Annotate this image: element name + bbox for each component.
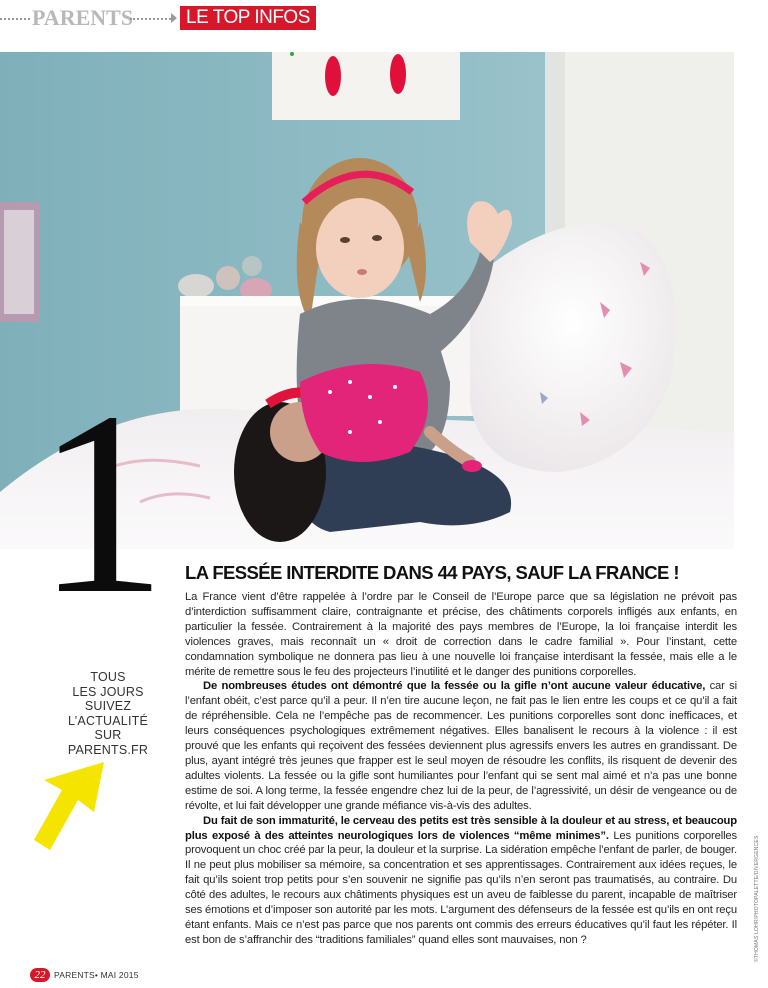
section-title: PARENTS <box>32 5 134 30</box>
dotted-rule-left <box>0 18 30 20</box>
website-promo <box>62 670 154 758</box>
promo-url: PARENTS.FR <box>67 742 149 757</box>
article-number: 1 <box>36 358 167 648</box>
promo-line: TOUS <box>90 670 126 684</box>
page-number: 22 <box>30 968 50 982</box>
rubric-tag: LE TOP INFOS <box>180 6 316 30</box>
paragraph-2-lead: De nombreuses études ont démontré que la fessée ou la gifle n’ont aucune valeur éducative, <box>203 680 706 693</box>
article-paragraph-1: La France vient d’être rappelée à l’ordre par le Conseil de l’Europe parce que sa législation ne prévoit pas d’interdiction suffisamment claire, contraignante et précise, des châtiments corporels infligés aux enfants, en particulier la fessée. Contrairement à la majorité des pays membres de l’Europe, la loi française interdit les violences graves, mais reconnaît un « droit de correction dans le cadre familial ». Pour l’instant, cette condamnation symbolique ne donnera pas lieu à une nouvelle loi française interdisant la fessée, mais elle a le mérite de remettre sous le feu des projecteurs l’inutilité et le danger des punitions corporelles. <box>185 591 737 678</box>
dotted-rule-middle <box>130 18 174 20</box>
article-paragraph-2 <box>185 679 737 813</box>
paragraph-2-text: car si l’enfant obéit, c’est parce qu’il a peur. Il n’en tire aucune leçon, ne fait pas le lien entre les coups et ce qu’il a fait de répréhensible. Cela ne l’empêche pas de recommencer. Les punitions corporelles sont donc inefficaces, et leurs conséquences psychologiques extrêmement négatives. Elles banalisent le recours à la violence : il est prouvé que les enfants qui reçoivent des fessées deviennent plus agressifs envers les autres en grandissant. De plus, ayant intégré très jeunes que frapper est le seul moyen de résoudre les conflits, ils risquent de devenir des adultes violents. La fessée ou la gifle sont humiliantes pour l’enfant qui se sent mal aimé et n’a pas une bonne estime de soi. A long terme, la fessée engendre chez lui de la peur, de l’agressivité, un désir de vengeance ou de révolte, et lui fait développer une grande méfiance vis-à-vis des adultes. <box>185 680 737 812</box>
promo-line: L’ACTUALITÉ <box>67 713 148 728</box>
article-paragraph-3 <box>185 814 737 948</box>
paragraph-3-text: Les punitions corporelles provoquent un choc créé par la peur, la douleur et la surprise. La sidération empêche l’enfant de parler, de bouger. Il ne peut plus mobiliser sa mémoire, sa concentration et ses apprentissages. Contrairement aux idées reçues, le fait qu’ils soient trop petits pour s’en souvenir ne signifie pas qu’ils n’en seront pas traumatisés, au contraire. Du côté des adultes, le recours aux châtiments physiques est un aveu de faiblesse du parent, incapable de maîtriser ses émotions et d’imposer son autorité par les mots. L’argument des défenseurs de la fessée est qu’ils en ont reçu étant enfants. Mais ce n’est pas parce que nos parents ont commis des erreurs éducatives qu’il faut les répéter. Il est bon de s’affranchir des “traditions familiales” quand elles sont mauvaises, non ? <box>185 829 737 946</box>
paragraph-3-lead: Du fait de son immaturité, le cerveau des petits est très sensible à la douleur et au stress, et beaucoup plus exposé à des atteintes neurologiques lors de violences “même minimes”. <box>185 814 737 842</box>
article-body <box>185 590 737 948</box>
promo-line: SUR <box>94 728 122 743</box>
promo-line: SUIVEZ <box>84 699 132 714</box>
page-header <box>0 6 768 30</box>
photo-credit: ©THOMAS LOHR/PHOTOPALETTE/DIVERGENCES <box>754 835 760 962</box>
article-title: LA FESSÉE INTERDITE DANS 44 PAYS, SAUF LA FRANCE ! <box>185 562 679 583</box>
magazine-issue: PARENTS• MAI 2015 <box>54 970 139 980</box>
arrow-right-icon <box>171 13 177 23</box>
yellow-arrow-icon <box>30 760 110 852</box>
promo-line: LES JOURS <box>72 684 144 699</box>
